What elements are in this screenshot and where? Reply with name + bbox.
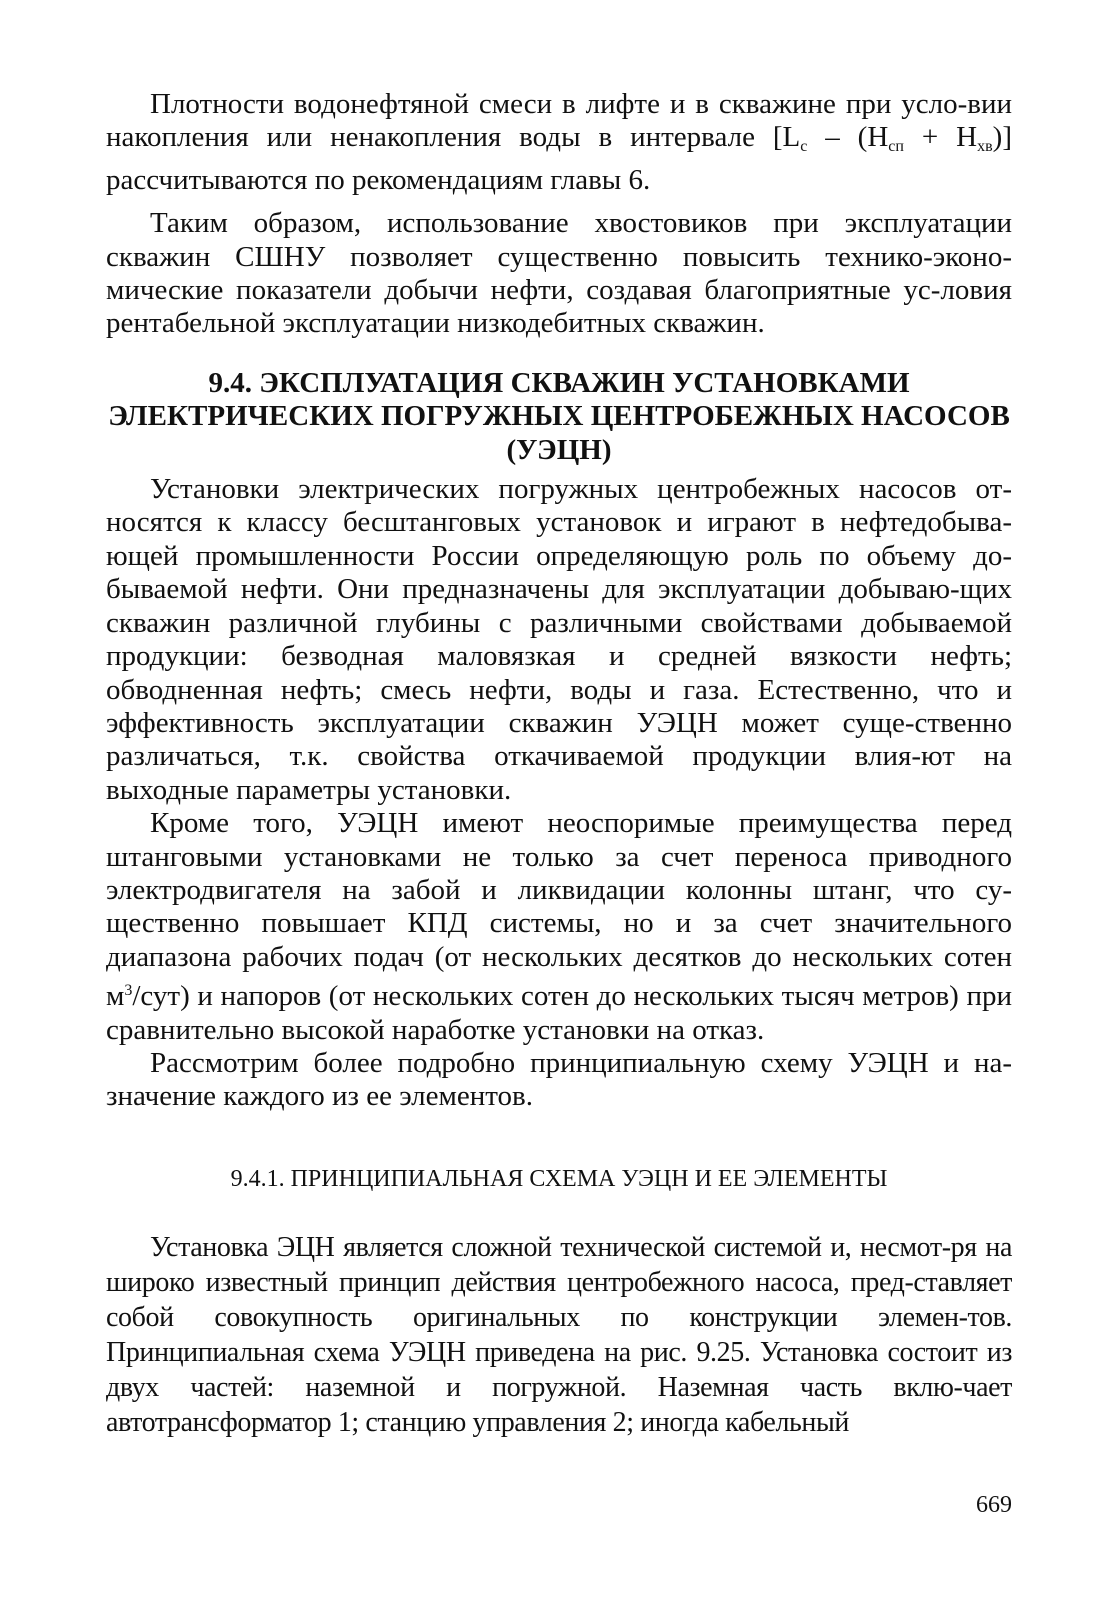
section-heading-line: (УЭЦН) <box>506 433 612 466</box>
subscript: хв <box>977 138 993 156</box>
text-fragment: Кроме того, УЭЦН имеют неоспоримые преимущества перед штанговыми установками не только за счет переноса приводного электродвигателя на забой и ликвидации колонны штанг, что су-щественно повышает КПД системы, но и за счет значительного диапазона рабочих подач (от нескольких десятков до нескольких сотен м <box>106 807 1012 1013</box>
paragraph-esp-advantages <box>106 807 1012 1047</box>
page-content <box>106 88 1012 1440</box>
text-fragment: /сут) и напоров (от нескольких сотен до нескольких тысяч метров) при сравнительно высокой наработке установки на отказ. <box>106 980 1012 1046</box>
subscript: сп <box>888 138 904 156</box>
text-fragment: )] рассчитываются по рекомендациям главы 6. <box>106 121 1012 196</box>
paragraph-esp-system: Установка ЭЦН является сложной технической системой и, несмот-ря на широко известный принцип действия центробежного насоса, пред-ставляет собой совокупность оригинальных по конструкции элемен-тов. Принципиальная схема УЭЦН приведена на рис. 9.25. Установка состоит из двух частей: наземной и погружной. Наземная часть вклю-чает автотрансформатор 1; станцию управления 2; иногда кабельный <box>106 1231 1012 1438</box>
text-fragment: Плотности водонефтяной смеси в лифте и в скважине при усло-вии накопления или ненакопления воды в интервале [L <box>106 88 1012 154</box>
paragraph-consider-scheme: Рассмотрим более подробно принципиальную схему УЭЦН и на-значение каждого из ее элементов. <box>106 1046 1012 1113</box>
section-heading-line: 9.4. ЭКСПЛУАТАЦИЯ СКВАЖИН УСТАНОВКАМИ <box>208 366 910 399</box>
paragraph-tailpipes: Таким образом, использование хвостовиков при эксплуатации скважин СШНУ позволяет существенно повысить технико-эконо-мические показатели добычи нефти, создавая благоприятные ус-ловия рентабельной эксплуатации низкодебитных скважин. <box>106 207 1012 340</box>
section-heading <box>106 367 1012 467</box>
subscript: с <box>800 138 808 156</box>
section-heading-line: ЭЛЕКТРИЧЕСКИХ ПОГРУЖНЫХ ЦЕНТРОБЕЖНЫХ НАСОСОВ <box>108 400 1010 433</box>
subsection-heading: 9.4.1. ПРИНЦИПИАЛЬНАЯ СХЕМА УЭЦН И ЕЕ ЭЛЕМЕНТЫ <box>230 1165 888 1192</box>
paragraph-esp-intro: Установки электрических погружных центробежных насосов от-носятся к классу бесштанговых установок и играют в нефтедобыва-ющей промышленности России определяющую роль по объему до-бываемой нефти. Они предназначены для эксплуатации добываю-щих скважин различной глубины с различными свойствами добываемой продукции: безводная маловязкая и средней вязкости нефть; обводненная нефть; смесь нефти, воды и газа. Естественно, что и эффективность эксплуатации скважин УЭЦН может суще-ственно различаться, т.к. свойства откачиваемой продукции влия-ют на выходные параметры установки. <box>106 473 1012 806</box>
page-number: 669 <box>976 1492 1012 1518</box>
paragraph-densities <box>106 88 1012 197</box>
text-fragment: + H <box>903 121 978 154</box>
superscript: 3 <box>124 982 133 1000</box>
text-fragment: – (H <box>807 121 889 154</box>
